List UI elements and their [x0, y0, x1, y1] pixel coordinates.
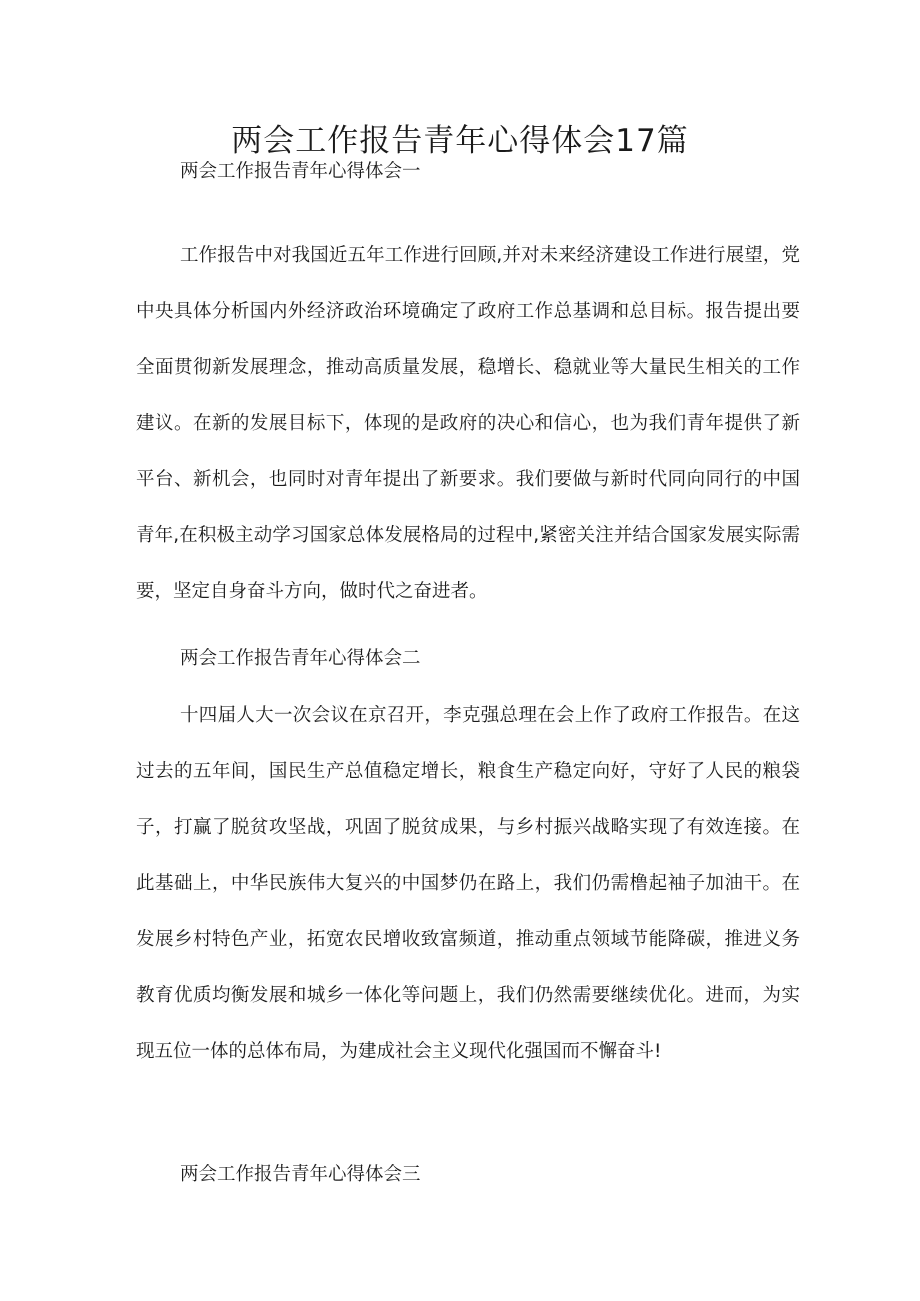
section-heading-1: 两会工作报告青年心得体会一 — [180, 161, 421, 182]
section-heading-3: 两会工作报告青年心得体会三 — [180, 1164, 421, 1185]
section-body-1: 工作报告中对我国近五年工作进行回顾,并对未来经济建设工作进行展望，党中央具体分析国内外经济政治环境确定了政府工作总基调和总目标。报告提出要全面贯彻新发展理念，推动高质量发展，稳增长、稳就业等大量民生相关的工作建议。在新的发展目标下，体现的是政府的决心和信心，也为我们青年提供了新平台、新机会，也同时对青年提出了新要求。我们要做与新时代同向同行的中国青年,在积极主动学习国家总体发展格局的过程中,紧密关注并结合国家发展实际需要，坚定自身奋斗方向，做时代之奋进者。 — [136, 245, 800, 602]
section-body-2: 十四届人大一次会议在京召开，李克强总理在会上作了政府工作报告。在这过去的五年间，国民生产总值稳定增长，粮食生产稳定向好，守好了人民的粮袋子，打赢了脱贫攻坚战，巩固了脱贫成果，与乡村振兴战略实现了有效连接。在此基础上，中华民族伟大复兴的中国梦仍在路上，我们仍需橹起袖子加油干。在发展乡村特色产业，拓宽农民增收致富频道，推动重点领域节能降碳，推进义务教育优质均衡发展和城乡一体化等问题上，我们仍然需要继续优化。进而，为实现五位一体的总体布局，为建成社会主义现代化强国而不懈奋斗! — [136, 705, 800, 1062]
document-title: 两会工作报告青年心得体会17篇 — [231, 123, 689, 159]
section-heading-2: 两会工作报告青年心得体会二 — [180, 648, 421, 669]
